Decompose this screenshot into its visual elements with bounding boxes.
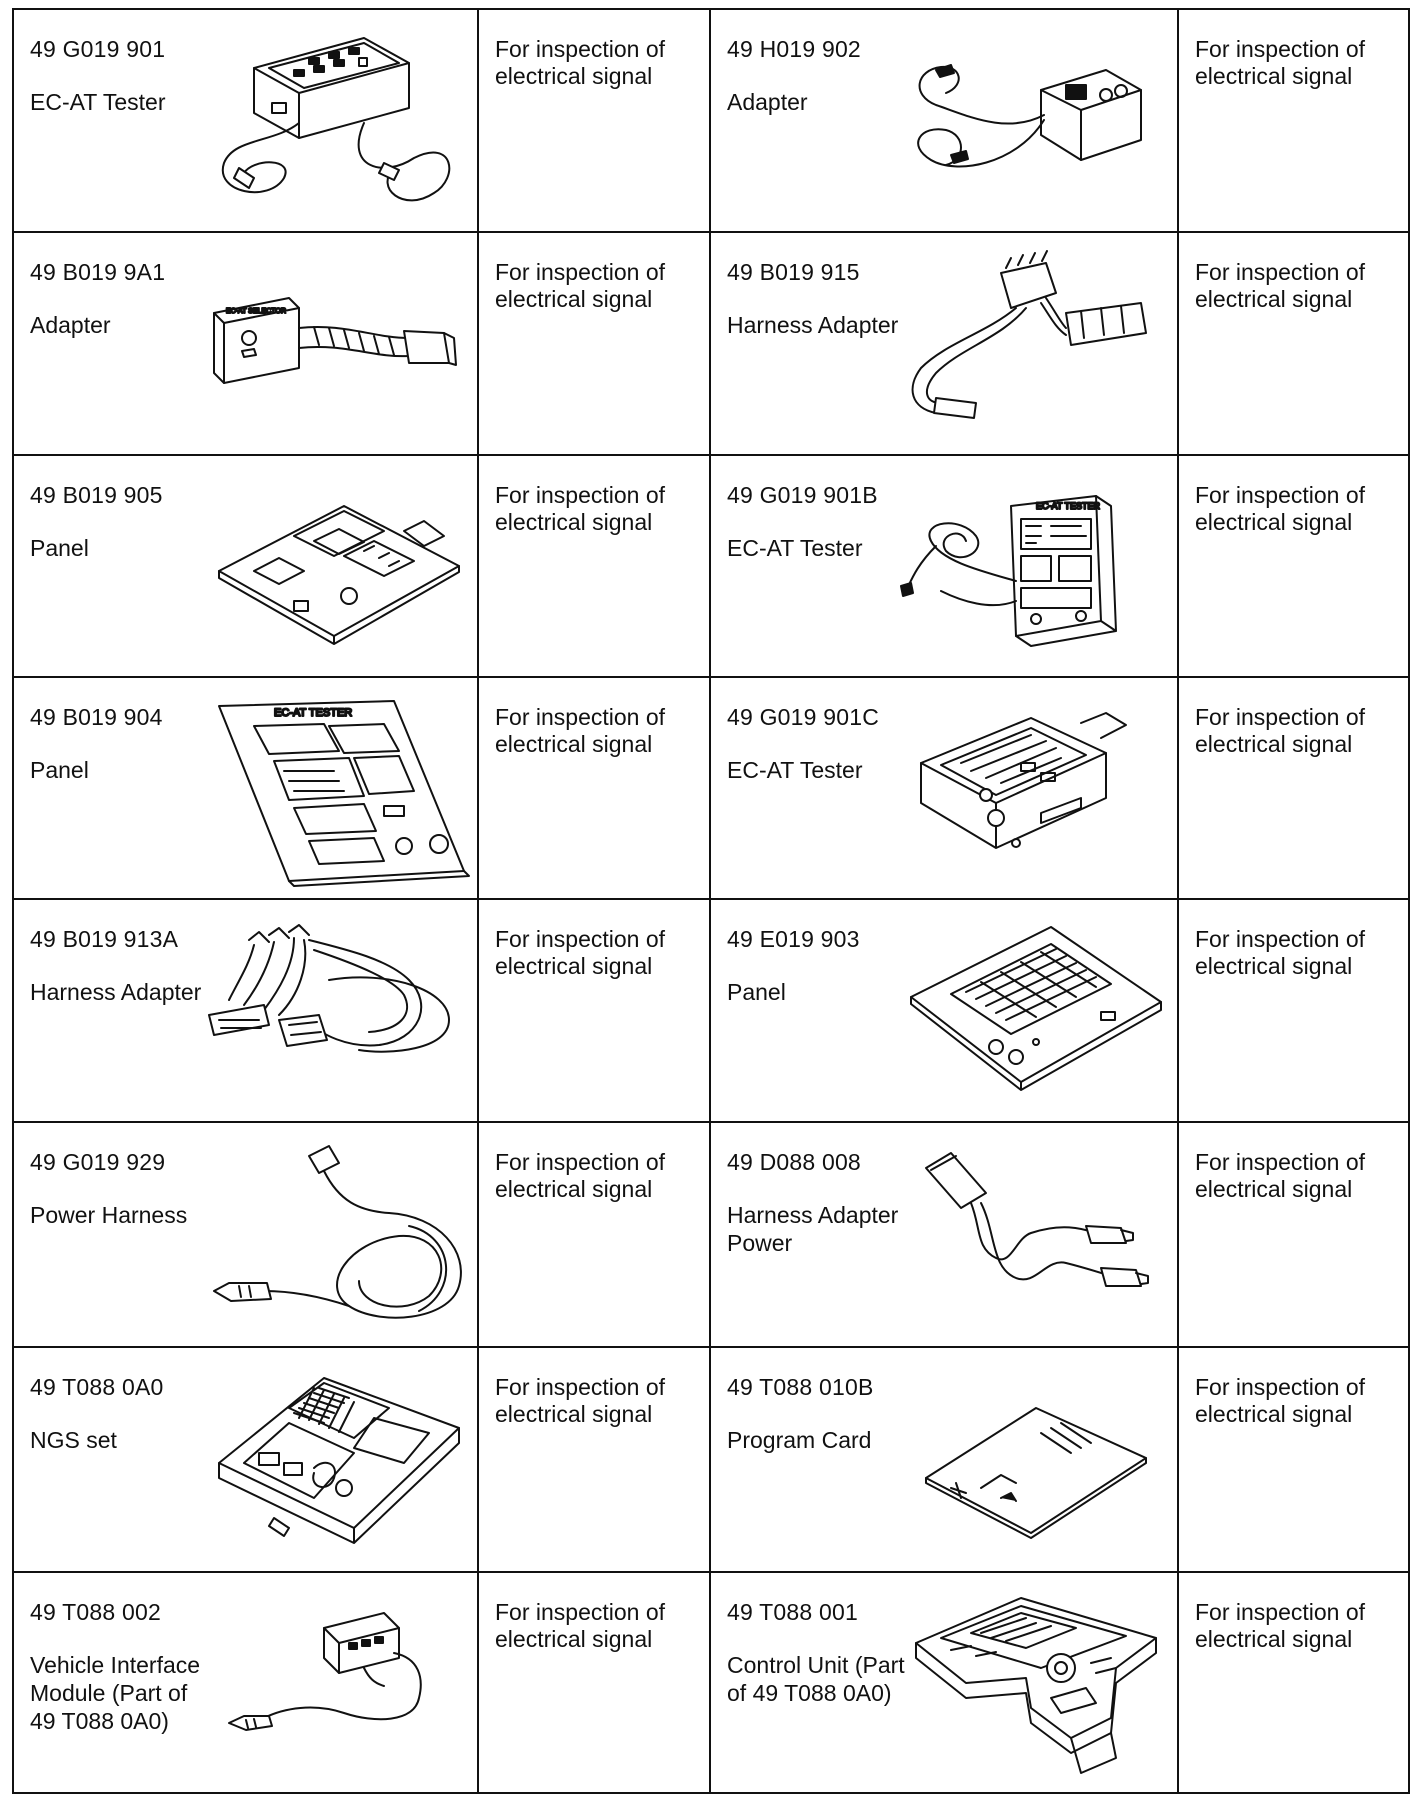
program-card-illustration [921, 1403, 1156, 1543]
tool-name: NGS set [30, 1427, 117, 1453]
panel-e-illustration [906, 922, 1166, 1107]
harness-adapter-a-illustration [209, 920, 469, 1100]
purpose-cell [1179, 233, 1408, 454]
purpose-cell [1179, 900, 1408, 1121]
tool-cell [711, 1573, 1179, 1792]
purpose-text: For inspection of electrical signal [495, 1599, 666, 1652]
purpose-text: For inspection of electrical signal [495, 926, 666, 979]
part-number: 49 B019 915 [727, 259, 860, 285]
part-number: 49 E019 903 [727, 926, 860, 952]
tool-name: Panel [30, 535, 89, 561]
tool-name: Harness Adapter [727, 312, 899, 338]
ngs-set-illustration [214, 1368, 464, 1563]
tool-name: Panel [30, 757, 89, 783]
tool-cell [711, 456, 1179, 676]
purpose-text: For inspection of electrical signal [495, 259, 666, 312]
part-number: 49 D088 008 [727, 1149, 861, 1175]
purpose-cell [479, 456, 711, 676]
purpose-text: For inspection of electrical signal [1195, 704, 1366, 757]
purpose-text: For inspection of electrical signal [1195, 482, 1366, 535]
purpose-text: For inspection of electrical signal [495, 704, 666, 757]
control-unit-illustration [911, 1588, 1166, 1783]
purpose-text: For inspection of electrical signal [1195, 1149, 1366, 1202]
purpose-cell [1179, 1348, 1408, 1571]
tool-name: Power Harness [30, 1202, 188, 1228]
tool-name: Panel [727, 979, 786, 1005]
table-row [14, 456, 1408, 678]
purpose-cell [1179, 678, 1408, 898]
part-number: 49 G019 901 [30, 36, 166, 62]
tool-cell [14, 1123, 479, 1346]
special-tools-table [12, 8, 1410, 1794]
tool-cell [14, 233, 479, 454]
tool-name: EC-AT Tester [727, 757, 863, 783]
purpose-cell [479, 10, 711, 231]
tool-cell [14, 1573, 479, 1792]
tool-name: Adapter [30, 312, 111, 338]
harness-adapter-power-illustration [921, 1148, 1161, 1328]
table-row [14, 678, 1408, 900]
part-number: 49 G019 901C [727, 704, 880, 730]
tool-cell [711, 1123, 1179, 1346]
purpose-cell [479, 900, 711, 1121]
part-number: 49 G019 929 [30, 1149, 166, 1175]
part-number: 49 T088 0A0 [30, 1374, 164, 1400]
purpose-cell [479, 1123, 711, 1346]
table-row [14, 900, 1408, 1123]
tool-cell [711, 233, 1179, 454]
table-row [14, 1348, 1408, 1573]
purpose-text: For inspection of electrical signal [495, 1149, 666, 1202]
purpose-cell [479, 233, 711, 454]
table-row [14, 1573, 1408, 1792]
purpose-text: For inspection of electrical signal [1195, 1599, 1366, 1652]
tool-cell [14, 456, 479, 676]
tool-name: Harness Adapter [30, 979, 202, 1005]
tool-name: Harness Adapter Power [727, 1202, 899, 1256]
harness-adapter-illustration [906, 253, 1161, 443]
purpose-cell [479, 1573, 711, 1792]
ec-at-tester-illustration [214, 28, 464, 213]
purpose-cell [1179, 10, 1408, 231]
purpose-cell [1179, 1123, 1408, 1346]
ec-at-tester-c-illustration [911, 703, 1161, 883]
part-number: 49 B019 9A1 [30, 259, 166, 285]
tester-label: EC-AT TESTER [1036, 501, 1101, 511]
purpose-text: For inspection of electrical signal [1195, 36, 1366, 89]
purpose-text: For inspection of electrical signal [495, 482, 666, 535]
panel-illustration [214, 496, 469, 666]
panel-label: EC-AT TESTER [274, 707, 353, 719]
tool-cell [711, 1348, 1179, 1571]
part-number: 49 T088 001 [727, 1599, 858, 1625]
table-row [14, 233, 1408, 456]
purpose-cell [479, 1348, 711, 1571]
selector-label: EC-AT SELECTOR [226, 308, 286, 315]
tool-cell [711, 10, 1179, 231]
purpose-text: For inspection of electrical signal [495, 1374, 666, 1427]
part-number: 49 T088 002 [30, 1599, 161, 1625]
tool-name: EC-AT Tester [30, 89, 166, 115]
purpose-cell [479, 678, 711, 898]
tool-cell [14, 10, 479, 231]
purpose-text: For inspection of electrical signal [1195, 259, 1366, 312]
part-number: 49 G019 901B [727, 482, 878, 508]
table-row [14, 10, 1408, 233]
vehicle-interface-module-illustration [224, 1598, 469, 1778]
tool-cell [14, 678, 479, 898]
tool-name: Adapter [727, 89, 808, 115]
tool-cell [711, 678, 1179, 898]
tool-name: Control Unit (Part of 49 T088 0A0) [727, 1652, 905, 1706]
tool-cell [14, 1348, 479, 1571]
part-number: 49 B019 904 [30, 704, 163, 730]
part-number: 49 B019 913A [30, 926, 179, 952]
tool-cell [14, 900, 479, 1121]
tool-name: Program Card [727, 1427, 872, 1453]
purpose-text: For inspection of electrical signal [1195, 926, 1366, 979]
ec-at-tester-b-illustration [901, 491, 1166, 671]
part-number: 49 T088 010B [727, 1374, 874, 1400]
table-row [14, 1123, 1408, 1348]
selector-adapter-illustration [204, 293, 464, 413]
purpose-cell [1179, 1573, 1408, 1792]
part-number: 49 B019 905 [30, 482, 163, 508]
purpose-text: For inspection of electrical signal [495, 36, 666, 89]
power-harness-illustration [209, 1141, 474, 1341]
part-number: 49 H019 902 [727, 36, 861, 62]
tool-cell [711, 900, 1179, 1121]
tool-name: Vehicle Interface Module (Part of 49 T088 0A0) [30, 1652, 201, 1734]
purpose-text: For inspection of electrical signal [1195, 1374, 1366, 1427]
adapter-illustration [906, 45, 1161, 195]
tool-name: EC-AT Tester [727, 535, 863, 561]
purpose-cell [1179, 456, 1408, 676]
panel-tester-illustration [214, 696, 469, 891]
